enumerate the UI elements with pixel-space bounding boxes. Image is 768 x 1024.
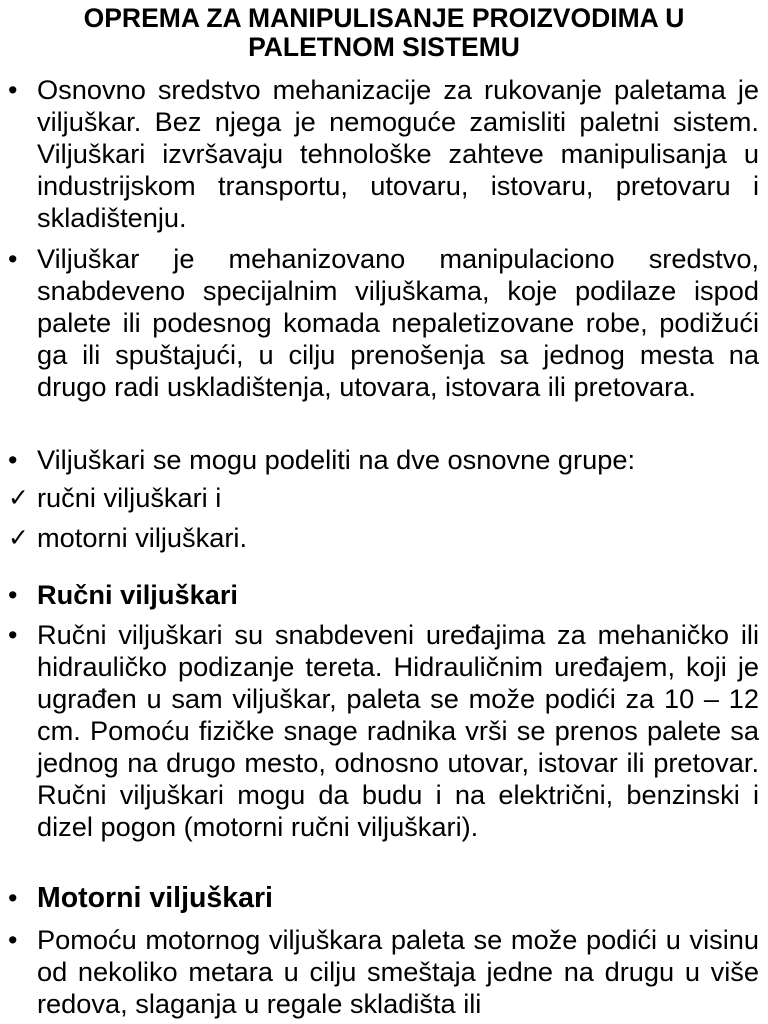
section-heading-motor: Motorni viljuškari — [37, 882, 273, 914]
bullet: • — [8, 244, 18, 274]
section-heading-manual: Ručni viljuškari — [37, 579, 238, 610]
checklist-motor: motorni viljuškari. — [37, 522, 247, 553]
paragraph-manual: Ručni viljuškari su snabdeveni uređajima za mehaničko ili hidrauličko podizanje tereta. Hidrauličnim uređajem, koji je ugrađen u sam viljuškar, paleta se može podići za 10 – 12 cm. Pomoću fizičke snage radnika vrši se prenos palete sa jednog na drugo mesto, odnosno utovar, istovar ili pretovar. Ručni viljuškari mogu da budu i na električni, benzinski i dizel pogon (motorni ručni viljuškari). — [37, 619, 759, 842]
page-title: OPREMA ZA MANIPULISANJE PROIZVODIMA U PALETNOM SISTEMU — [83, 3, 685, 62]
bullet: • — [8, 445, 18, 475]
checkmark-icon: ✓ — [8, 484, 29, 512]
bullet: • — [8, 75, 18, 105]
bullet: • — [8, 580, 18, 610]
checklist-manual: ručni viljuškari i — [37, 482, 222, 513]
bullet: • — [8, 925, 18, 955]
paragraph-definition: Viljuškar je mehanizovano manipulaciono sredstvo, snabdeveno specijalnim viljuškama, koje podilaze ispod palete ili podesnog komada nepaletizovane robe, podižući ga ili spuštajući, u cilju prenošenja sa jednog mesta na drugo radi uskladištenja, utovara, istovara ili pretovara. — [37, 243, 759, 402]
paragraph-motor: Pomoću motornog viljuškara paleta se može podići u visinu od nekoliko metara u cilju smeštaja jedne na drugu u više redova, slaganja u regale skladišta ili — [37, 924, 759, 1019]
paragraph-groups: Viljuškari se mogu podeliti na dve osnovne grupe: — [37, 444, 635, 475]
bullet: • — [8, 620, 18, 650]
paragraph-intro: Osnovno sredstvo mehanizacije za rukovanje paletama je viljuškar. Bez njega je nemoguće zamisliti paletni sistem. Viljuškari izvršavaju tehnološke zahteve manipulisanja u industrijskom transportu, utovaru, istovaru, pretovaru i skladištenju. — [37, 74, 759, 233]
bullet: • — [8, 883, 18, 913]
checkmark-icon: ✓ — [8, 524, 29, 552]
